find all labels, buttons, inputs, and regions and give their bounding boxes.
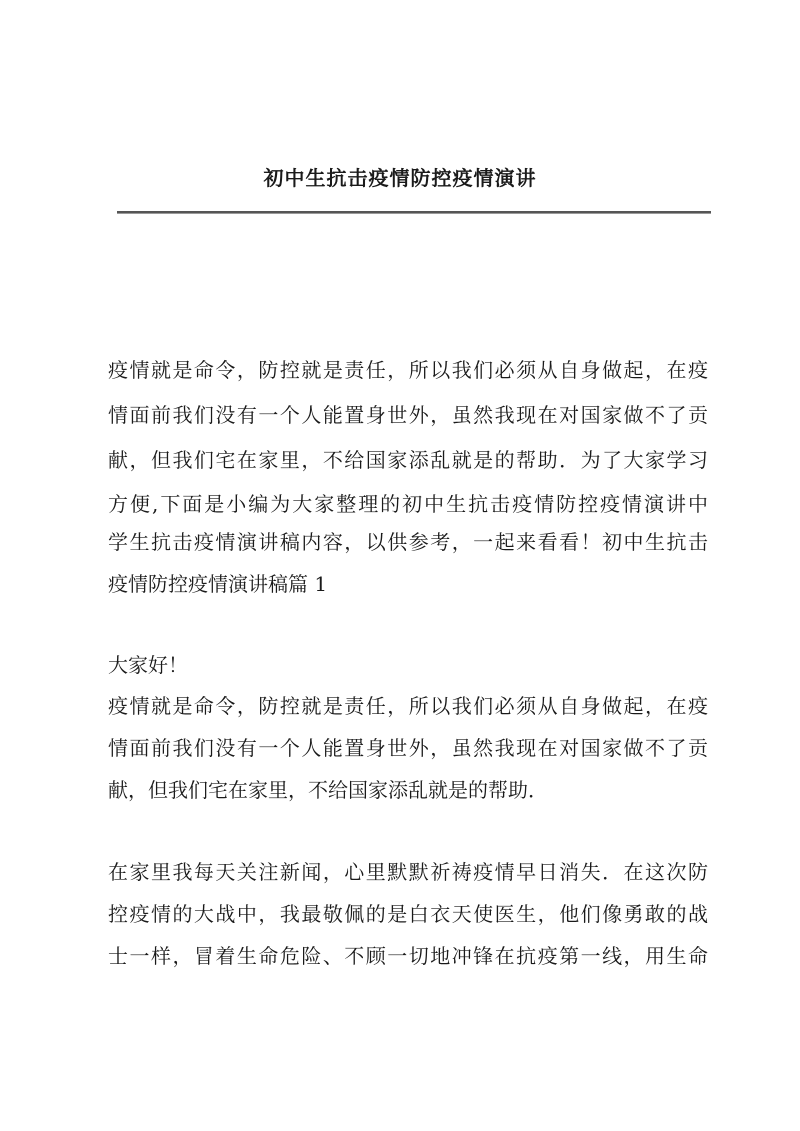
text-line: 疫情防控疫情演讲稿篇 1 [108, 572, 328, 596]
text-line: 控疫情的大战中，我最敬佩的是白衣天使医生，他们像勇敢的战 [108, 902, 708, 926]
text-line: 方便,下面是小编为大家整理的初中生抗击疫情防控疫情演讲中 [108, 492, 708, 516]
text-line: 在家里我每天关注新闻，心里默默祈祷疫情早日消失．在这次防 [108, 860, 708, 884]
document-title: 初中生抗击疫情防控疫情演讲 [263, 166, 537, 190]
text-line: 士一样，冒着生命危险、不顾一切地冲锋在抗疫第一线，用生命 [108, 944, 708, 968]
text-line: 献，但我们宅在家里，不给国家添乱就是的帮助． [108, 778, 548, 802]
text-line: 献，但我们宅在家里，不给国家添乱就是的帮助．为了大家学习 [108, 448, 708, 472]
text-line: 大家好！ [108, 653, 188, 677]
text-line: 情面前我们没有一个人能置身世外，虽然我现在对国家做不了贡 [108, 403, 708, 427]
text-line: 学生抗击疫情演讲稿内容，以供参考，一起来看看！初中生抗击 [108, 530, 708, 554]
title-underline [117, 211, 711, 214]
text-line: 疫情就是命令，防控就是责任，所以我们必须从自身做起，在疫 [108, 694, 708, 718]
text-line: 疫情就是命令，防控就是责任，所以我们必须从自身做起，在疫 [108, 358, 708, 382]
text-line: 情面前我们没有一个人能置身世外，虽然我现在对国家做不了贡 [108, 736, 708, 760]
